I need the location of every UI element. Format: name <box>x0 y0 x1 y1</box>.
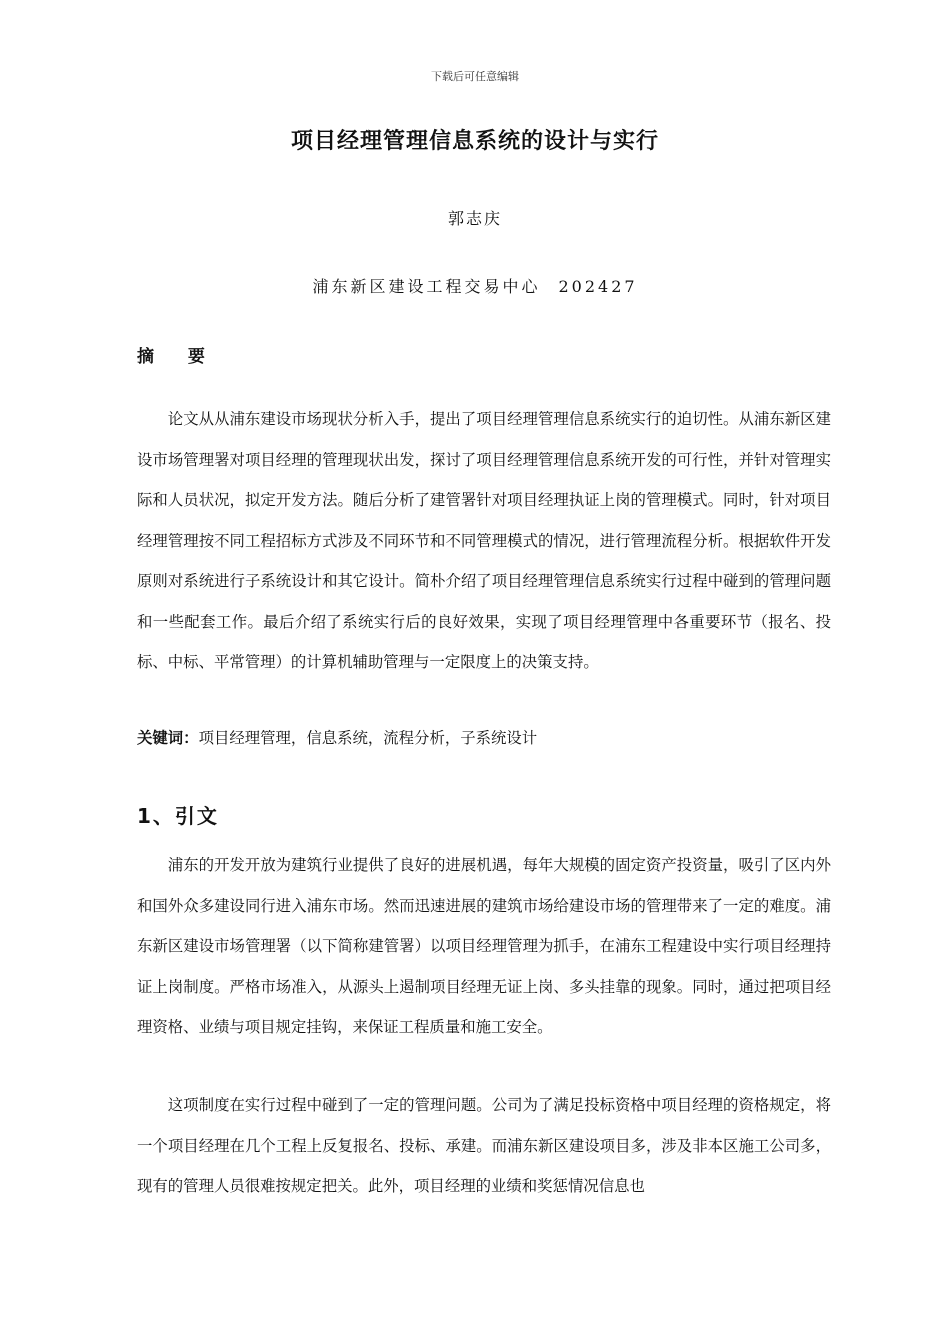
abstract-heading: 摘 要 <box>137 347 219 367</box>
intro-paragraph-2: 这项制度在实行过程中碰到了一定的管理问题。公司为了满足投标资格中项目经理的资格规定，将一个项目经理在几个工程上反复报名、投标、承建。而浦东新区建设项目多，涉及非本区施工公司多，现有的管理人员很难按规定把关。此外，项目经理的业绩和奖惩情况信息也 <box>137 1096 831 1195</box>
paper-title: 项目经理管理信息系统的设计与实行 <box>290 129 659 154</box>
abstract-text: 论文从从浦东建设市场现状分析入手，提出了项目经理管理信息系统实行的迫切性。从浦东新区建设市场管理署对项目经理的管理现状出发，探讨了项目经理管理信息系统开发的可行性，并针对管理实际和人员状况，拟定开发方法。随后分析了建管署针对项目经理执证上岗的管理模式。同时，针对项目经理管理按不同工程招标方式涉及不同环节和不同管理模式的情况，进行管理流程分析。根据软件开发原则对系统进行子系统设计和其它设计。简朴介绍了项目经理管理信息系统实行过程中碰到的管理问题和一些配套工作。最后介绍了系统实行后的良好效果，实现了项目经理管理中各重要环节（报名、投标、中标、平常管理）的计算机辅助管理与一定限度上的决策支持。 <box>137 410 831 671</box>
author-name: 郭志庆 <box>447 209 502 228</box>
keywords-line <box>137 724 831 752</box>
affiliation-name: 浦东新区建设工程交易中心 <box>312 277 541 296</box>
header-note: 下载后可任意编辑 <box>431 70 519 83</box>
keywords-text: 项目经理管理，信息系统，流程分析，子系统设计 <box>198 729 538 747</box>
keywords-label: 关键词： <box>137 729 199 747</box>
section-heading-introduction: 1、引文 <box>137 804 219 828</box>
affiliation-postcode: 202427 <box>558 277 638 296</box>
intro-paragraph-1: 浦东的开发开放为建筑行业提供了良好的进展机遇，每年大规模的固定资产投资量，吸引了区内外和国外众多建设同行进入浦东市场。然而迅速进展的建筑市场给建设市场的管理带来了一定的难度。浦东新区建设市场管理署（以下简称建管署）以项目经理管理为抓手，在浦东工程建设中实行项目经理持证上岗制度。严格市场准入，从源头上遏制项目经理无证上岗、多头挂靠的现象。同时，通过把项目经理资格、业绩与项目规定挂钩，来保证工程质量和施工安全。 <box>137 856 831 1036</box>
affiliation <box>0 274 950 297</box>
